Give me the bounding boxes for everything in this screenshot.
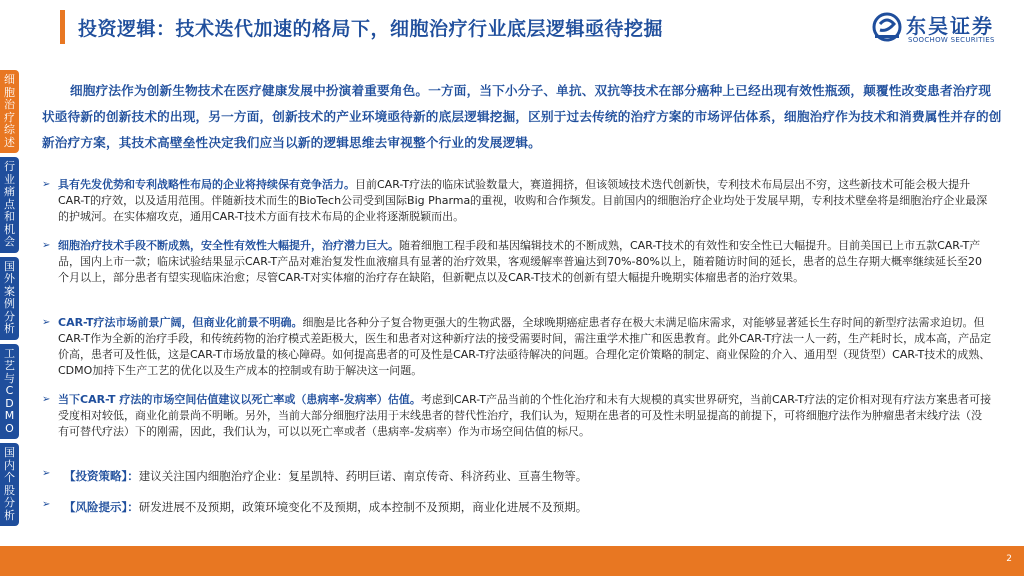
bullet-item [42,177,992,225]
investment-strategy [42,468,842,484]
bullet-item [42,392,992,440]
section-sidebar [0,70,20,530]
risk-warning [42,499,842,515]
logo-text-cn: 东吴证券 [906,14,994,38]
soochow-logo-icon [872,12,902,42]
footer-bar [0,546,1024,576]
arrow-bullet-icon: ➢ [42,240,51,251]
sidebar-item-overview[interactable] [0,70,19,153]
page-number: 2 [1006,554,1012,564]
title-accent-bar [60,10,65,44]
strategy-text: 建议关注国内细胞治疗企业：复星凯特、药明巨诺、南京传奇、科济药业、亘喜生物等。 [138,469,588,483]
bullet-body: 细胞是比各种分子复合物更强大的生物武器，全球晚期癌症患者存在极大未满足临床需求，对能够显著延长生存时间的新型疗法需求迫切。但CAR-T作为全新的治疗手段，和传统药物的治疗模式差距极大，医生和患者对这种新疗法的接受需要时间，需注重学术推广和医患教育。此外CAR-T疗法一人一药，生产耗时长，成本高，产品定价高，患者可及性低，这是CAR-T市场放量的核心障碍。如何提高患者的可及性是CAR-T疗法亟待解决的问题。合理化定价策略的制定、商业保险的介入、通用型（现货型）CAR-T技术的成熟、CDMO加持下生产工艺的优化以及生产成本的控制或有助于解决这一问题。 [58,316,992,377]
arrow-bullet-icon: ➢ [42,499,51,510]
arrow-bullet-icon: ➢ [42,394,51,405]
bullet-body: 目前CAR-T疗法的临床试验数量大，赛道拥挤，但该领域技术迭代创新快，专利技术布局层出不穷，这些新技术可能会极大提升CAR-T的疗效，以及适用范围。伴随新技术而生的BioTech公司受到国际Big Pharma的重视，收购和合作频发。目前国内的细胞治疗企业均处于发展早期，专利技术壁垒将是细胞治疗企业最深的护城河。在实体瘤攻克，通用CAR-T技术方面有技术布局的企业将逐渐脱颖而出。 [58,178,988,223]
sidebar-item-label: 细 胞 治 疗 综 述 [4,73,15,149]
company-logo [872,10,1020,50]
sidebar-item-cdmo[interactable] [0,344,19,440]
bullet-item [42,238,992,286]
sidebar-item-pain-points[interactable] [0,157,19,253]
page-title: 投资逻辑：技术迭代加速的格局下，细胞治疗行业底层逻辑亟待挖掘 [78,18,664,40]
arrow-bullet-icon: ➢ [42,468,51,479]
header [0,0,1024,58]
arrow-bullet-icon: ➢ [42,317,51,328]
sidebar-item-domestic-stocks[interactable] [0,443,19,526]
logo-text-en: SOOCHOW SECURITIES [908,36,995,44]
bullet-lead: CAR-T疗法市场前景广阔，但商业化前景不明确。 [58,316,303,329]
bullet-lead: 当下CAR-T 疗法的市场空间估值建议以死亡率或（患病率-发病率）估值。 [58,393,421,406]
strategy-label: 【投资策略】： [64,469,139,483]
sidebar-item-overseas-cases[interactable] [0,257,19,340]
intro-paragraph: 细胞疗法作为创新生物技术在医疗健康发展中扮演着重要角色。一方面，当下小分子、单抗、双抗等技术在部分癌种上已经出现有效性瓶颈，颠覆性改变患者治疗现状亟待新的创新技术的出现，另一方面，创新技术的产业环境亟待新的底层逻辑挖掘，区别于过去传统的治疗方案的市场评估体系，细胞治疗作为技术和消费属性并存的创新治疗方案，其技术高壁垒性决定我们应当以新的逻辑思维去审视整个行业的发展逻辑。 [42,83,1002,150]
sidebar-item-label: 国 内 个 股 分 析 [4,446,15,522]
sidebar-item-label: 工 艺 与 C D M O [4,346,15,435]
bullet-body: 随着细胞工程手段和基因编辑技术的不断成熟，CAR-T技术的有效性和安全性已大幅提升。目前美国已上市五款CAR-T产品，国内上市一款；临床试验结果显示CAR-T产品对难治复发性血液瘤具有显著的治疗效果，客观缓解率普遍达到70%-80%以上，随着随访时间的延长，患者的总生存期大概率继续延长至20个月以上，部分患者有望实现临床治愈；尽管CAR-T对实体瘤的治疗存在缺陷，但新靶点以及CAR-T技术的创新有望大幅提升晚期实体瘤患者的治疗效果。 [58,239,982,284]
sidebar-item-label: 国 外 案 例 分 析 [4,259,15,335]
bullet-body: 考虑到CAR-T产品当前的个性化治疗和未有大规模的真实世界研究，当前CAR-T疗法的定价相对现有疗法方案患者可接受度相对较低，商业化前景尚不明晰。另外，当前大部分细胞疗法用于末线患者的替代性治疗，我们认为，短期在患者的可及性未明显提高的前提下，可将细胞疗法作为肿瘤患者末线疗法（没有可替代疗法）下的刚需，因此，我们认为，可以以死亡率或者（患病率-发病率）作为市场空间估值的标尺。 [58,393,992,438]
arrow-bullet-icon: ➢ [42,179,51,190]
bullet-lead: 细胞治疗技术手段不断成熟，安全性有效性大幅提升，治疗潜力巨大。 [58,239,399,252]
bullet-item [42,315,992,379]
bullet-lead: 具有先发优势和专利战略性布局的企业将持续保有竞争活力。 [58,178,355,191]
risk-text: 研发进展不及预期，政策环境变化不及预期，成本控制不及预期，商业化进展不及预期。 [138,500,588,514]
risk-label: 【风险提示】： [64,500,139,514]
sidebar-item-label: 行 业 痛 点 和 机 会 [4,160,15,248]
